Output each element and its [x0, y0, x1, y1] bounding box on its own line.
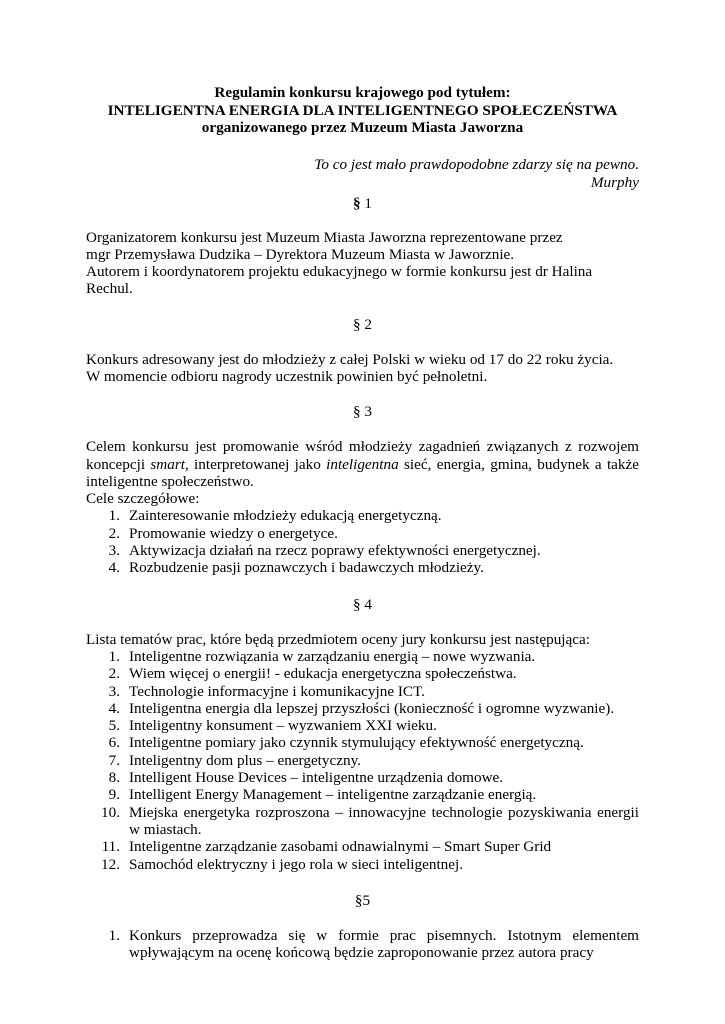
list-item: 7. Inteligentny dom plus – energetyczny. [108, 751, 361, 769]
list-item: 3. Technologie informacyjne i komunikacyjne ICT. [108, 682, 425, 700]
section-5-heading: §5 [354, 891, 371, 909]
document-content [86, 84, 639, 961]
paragraph-sign: § [353, 194, 361, 212]
list-item: 8. Intelligent House Devices – inteligentne urządzenia domowe. [108, 769, 504, 787]
section-3-heading: § 3 [353, 403, 372, 421]
section-3-paragraph [86, 438, 639, 490]
section-1-line-3: Autorem i koordynatorem projektu edukacyjnego w formie konkursu jest dr Halina Rechul. [86, 263, 593, 298]
list-item: 5. Inteligentny konsument – wyzwaniem XXI wieku. [108, 717, 437, 735]
section-4-heading: § 4 [353, 595, 372, 613]
goals-label: Cele szczegółowe: [86, 490, 200, 508]
section-2-heading: § 2 [353, 315, 372, 333]
section-2-body [86, 351, 639, 386]
section-3-text-a: Celem konkursu jest promowanie wśród młodzieży zagadnień związanych z rozwojem koncepcji [86, 438, 639, 473]
list-item: 1. Konkurs przeprowadza się w formie prac pisemnych. Istotnym elementem wpływającym na ocenę końcową będzie zaproponowanie przez autora pracy [108, 926, 639, 962]
list-item: 2. Promowanie wiedzy o energetyce. [108, 524, 338, 542]
section-2-line-2: W momencie odbioru nagrody uczestnik powinien być pełnoletni. [86, 367, 488, 385]
section-1-body [86, 229, 639, 298]
document-title [86, 84, 639, 137]
list-item: 2. Wiem więcej o energii! - edukacja energetyczna społeczeństwa. [108, 665, 517, 683]
section-5-list [86, 927, 639, 962]
motto-author: Murphy [590, 173, 639, 191]
list-item: 4. Inteligentna energia dla lepszej przyszłości (konieczność i ogromne wyzwanie). [108, 699, 615, 717]
list-item: 11. Inteligentne zarządzanie zasobami odnawialnymi – Smart Super Grid [101, 838, 552, 856]
motto [86, 156, 639, 192]
title-line-2: INTELIGENTNA ENERGIA DLA INTELIGENTNEGO SPOŁECZEŃSTWA [107, 101, 618, 119]
motto-quote: To co jest mało prawdopodobne zdarzy się na pewno. [314, 155, 639, 173]
list-item: 3. Aktywizacja działań na rzecz poprawy efektywności energetycznej. [108, 542, 541, 560]
title-line-1: Regulamin konkursu krajowego pod tytułem: [214, 84, 511, 101]
section-2-line-1: Konkurs adresowany jest do młodzieży z całej Polski w wieku od 17 do 22 roku życia. [86, 350, 614, 368]
title-line-3: organizowanego przez Muzeum Miasta Jaworzna [201, 119, 524, 136]
section-1-number: 1 [364, 194, 372, 212]
section-3-term-smart: smart [150, 455, 185, 473]
list-item: 9. Intelligent Energy Management – inteligentne zarządzanie energią. [108, 786, 537, 804]
section-1-line-1: Organizatorem konkursu jest Muzeum Miasta Jaworzna reprezentowane przez [86, 228, 563, 246]
section-3-term-inteligentna: inteligentna [326, 455, 399, 473]
section-4-intro: Lista tematów prac, które będą przedmiotem oceny jury konkursu jest następująca: [86, 630, 590, 648]
section-1-heading [86, 195, 639, 213]
section-3-text-b: , interpretowanej jako [184, 455, 327, 473]
goals-list [86, 507, 639, 576]
section-3-text-c: sieć, energia, gmina, budynek a także inteligentne społeczeństwo. [86, 455, 639, 490]
topics-list [86, 648, 639, 873]
list-item: 6. Inteligentne pomiary jako czynnik stymulujący efektywność energetyczną. [108, 734, 584, 752]
section-1-line-2: mgr Przemysława Dudzika – Dyrektora Muzeum Miasta w Jaworznie. [86, 245, 515, 263]
list-item: 1. Inteligentne rozwiązania w zarządzaniu energią – nowe wyzwania. [108, 647, 536, 665]
list-item: 12. Samochód elektryczny i jego rola w sieci inteligentnej. [101, 855, 464, 873]
list-item: 4. Rozbudzenie pasji poznawczych i badawczych młodzieży. [108, 559, 484, 577]
list-item: 10. Miejska energetyka rozproszona – innowacyjne technologie pozyskiwania energii w miastach. [101, 803, 639, 838]
list-item: 1. Zainteresowanie młodzieży edukacją energetyczną. [108, 507, 442, 525]
